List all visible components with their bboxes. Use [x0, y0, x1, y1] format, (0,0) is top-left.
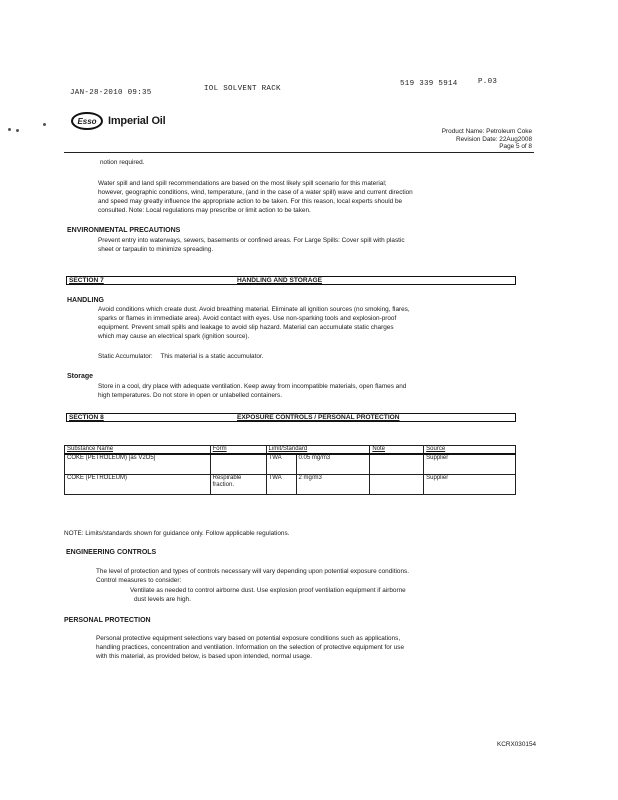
fax-page-number: P.03: [478, 78, 498, 86]
section-7-title: HANDLING AND STORAGE: [237, 277, 322, 284]
storage-line: Store in a cool, dry place with adequate ventilation. Keep away from incompatible materials, open flames and: [98, 383, 407, 390]
env-precautions-heading: ENVIRONMENTAL PRECAUTIONS: [67, 227, 181, 234]
handling-line: Avoid conditions which create dust. Avoid breathing material. Eliminate all ignition sources (no smoking, flares,: [98, 306, 410, 313]
table-cell: COKE (PETROLEUM) [as V2O5]: [65, 454, 211, 474]
revision-date: Revision Date: 22Aug2008: [455, 135, 532, 143]
page-of: Page 5 of 8: [499, 143, 532, 151]
table-row: [65, 454, 516, 474]
spill-line: and speed may greatly influence the appropriate action to be taken. For this reason, local experts should be: [98, 198, 403, 205]
static-label: Static Accumulator:: [98, 353, 153, 360]
table-cell: Supplier: [424, 454, 516, 474]
table-header-row: [65, 446, 516, 455]
table-row: [65, 474, 516, 494]
handling-line: sparks or flames in immediate area). Avoid contact with eyes. Use non-sparking tools and explosion-proof: [98, 315, 397, 322]
personal-protection-text: [96, 634, 541, 661]
engineering-line: Control measures to consider:: [96, 577, 182, 584]
table-cell: TWA: [266, 454, 296, 474]
section-8-title: EXPOSURE CONTROLS / PERSONAL PROTECTION: [237, 414, 400, 421]
esso-emblem: Esso: [71, 112, 103, 130]
table-cell: [210, 454, 266, 474]
continued-text: notion required.: [100, 159, 145, 166]
header-rule: [64, 152, 534, 153]
table-cell: Respirable fraction.: [210, 474, 266, 494]
column-header: Note: [370, 446, 424, 455]
column-header: Source: [424, 446, 516, 455]
column-header: Limit/Standard: [266, 446, 370, 455]
company-name: Imperial Oil: [108, 115, 166, 127]
table-cell: TWA: [266, 474, 296, 494]
exposure-limits-table: [64, 445, 516, 495]
table-cell: COKE (PETROLEUM): [65, 474, 211, 494]
handling-text: [98, 305, 538, 341]
ppe-line: handling practices, concentration and ventilation. Information on the selection of protective equipment for use: [96, 644, 405, 651]
storage-text: [98, 382, 538, 400]
scan-mark: [8, 128, 11, 131]
fax-phone: 519 339 5914: [400, 80, 458, 88]
table-cell: Supplier: [424, 474, 516, 494]
fax-date-time: JAN-28-2010 09:35: [70, 89, 152, 97]
bates-number: KCRX030154: [497, 741, 537, 748]
handling-heading: HANDLING: [67, 297, 104, 304]
spill-line: however, geographic conditions, wind, temperature, (and in the case of a water spill) wave and current direction: [98, 189, 413, 196]
env-precautions-text: [98, 236, 538, 254]
env-line: sheet or tarpaulin to minimize spreading.: [98, 246, 214, 253]
engineering-measures: [130, 586, 540, 604]
limits-note: NOTE: Limits/standards shown for guidance only. Follow applicable regulations.: [64, 530, 290, 537]
section-7-number: SECTION 7: [69, 277, 104, 284]
spill-paragraph: [98, 179, 538, 215]
engineering-text: [96, 567, 541, 585]
fax-sender: IOL SOLVENT RACK: [204, 85, 281, 93]
engineering-controls-heading: ENGINEERING CONTROLS: [66, 549, 157, 556]
company-logo: [71, 112, 166, 130]
section-7-bar: [66, 276, 516, 285]
column-header: Substance Name: [65, 446, 211, 455]
column-header: Form: [210, 446, 266, 455]
product-name: Product Name: Petroleum Coke: [441, 128, 532, 135]
static-text: This material is a static accumulator.: [160, 353, 264, 360]
storage-line: high temperatures. Do not store in open or unlabelled containers.: [98, 392, 283, 399]
table-cell: 0.05 mg/m3: [296, 454, 370, 474]
section-8-bar: [66, 413, 516, 422]
spill-line: Water spill and land spill recommendations are based on the most likely spill scenario for this material;: [98, 180, 387, 187]
env-line: Prevent entry into waterways, sewers, basements or confined areas. For Large Spills: Cover spill with plastic: [98, 237, 405, 244]
scan-mark: [43, 123, 46, 126]
ppe-line: with this material, as provided below, is based upon intended, normal usage.: [96, 653, 312, 660]
ppe-line: Personal protective equipment selections vary based on potential exposure conditions such as applications,: [96, 635, 401, 642]
personal-protection-heading: PERSONAL PROTECTION: [64, 617, 151, 624]
table-cell: [370, 454, 424, 474]
measure-line: Ventilate as needed to control airborne dust. Use explosion proof ventilation equipment if airborne: [130, 587, 406, 594]
table-cell: [370, 474, 424, 494]
storage-heading: Storage: [67, 373, 94, 380]
static-accumulator: [98, 352, 263, 361]
document-info: [442, 128, 532, 151]
measure-line: dust levels are high.: [134, 596, 191, 603]
section-8-number: SECTION 8: [69, 414, 104, 421]
handling-line: equipment. Prevent small spills and leakage to avoid slip hazard. Material can accumulate static charges: [98, 324, 394, 331]
scan-mark: [16, 129, 19, 132]
table-cell: 2 mg/m3: [296, 474, 370, 494]
handling-line: which may cause an electrical spark (ignition source).: [98, 333, 250, 340]
spill-line: consulted. Note: Local regulations may prescribe or limit action to be taken.: [98, 207, 311, 214]
engineering-line: The level of protection and types of controls necessary will vary depending upon potential exposure conditions.: [96, 568, 409, 575]
